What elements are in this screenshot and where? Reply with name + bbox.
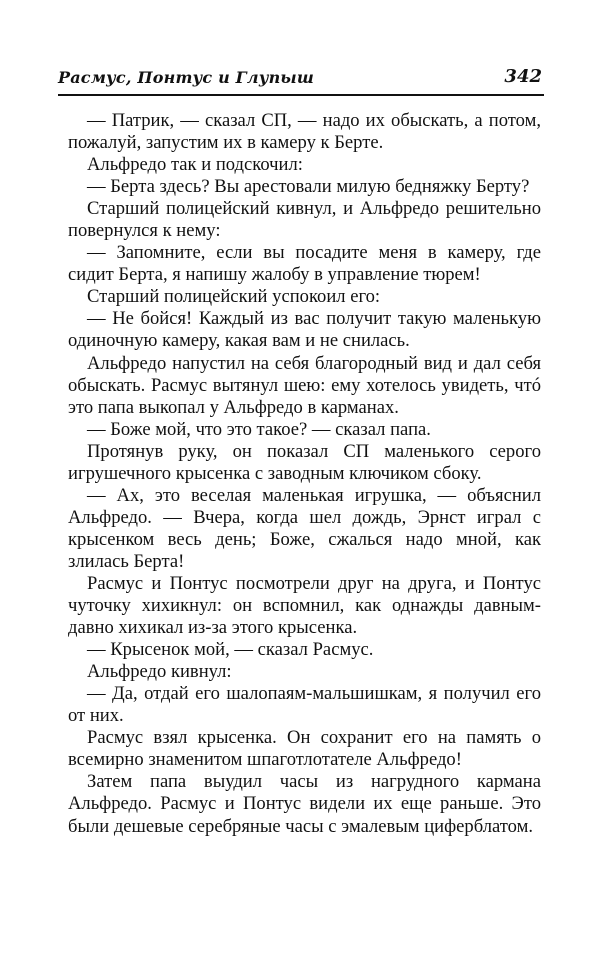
paragraph: Альфредо так и подскочил:: [87, 154, 303, 176]
header-rule: [58, 94, 544, 96]
paragraph: — Ах, это веселая маленькая игрушка, — объяснил Альфредо. — Вчера, когда шел дождь, Эрнст играл с крысенком весь день; Боже, сжалься надо мной, как злилась Берта!: [68, 484, 541, 572]
paragraph: Старший полицейский кивнул, и Альфредо решительно повернулся к нему:: [68, 198, 541, 242]
paragraph: — Не бойся! Каждый из вас получит такую маленькую одиночную камеру, какая вам и не снилась.: [68, 308, 541, 352]
running-title: Расмус, Понтус и Глупыш: [58, 68, 315, 87]
paragraph: Расмус и Понтус посмотрели друг на друга, и Понтус чуточку хихикнул: он вспомнил, как однажды давным-давно хихикал из-за этого крысенка.: [68, 572, 541, 639]
paragraph: — Патрик, — сказал СП, — надо их обыскать, а потом, пожалуй, запустим их в камеру к Берте.: [68, 110, 541, 154]
body-text: [68, 110, 541, 838]
paragraph: Альфредо кивнул:: [87, 661, 232, 683]
paragraph: — Боже мой, что это такое? — сказал папа.: [87, 418, 431, 440]
running-head: [58, 66, 544, 94]
paragraph: — Запомните, если вы посадите меня в камеру, где сидит Берта, я напишу жалобу в управление тюрем!: [68, 242, 541, 286]
paragraph: Протянув руку, он показал СП маленького серого игрушечного крысенка с заводным ключиком сбоку.: [68, 440, 541, 484]
paragraph: Затем папа выудил часы из нагрудного кармана Альфредо. Расмус и Понтус видели их еще раньше. Это были дешевые серебряные часы с эмалевым циферблатом.: [68, 771, 541, 837]
paragraph: Старший полицейский успокоил его:: [87, 286, 381, 308]
paragraph: — Берта здесь? Вы арестовали милую бедняжку Берту?: [87, 176, 530, 198]
page-number: 342: [504, 66, 542, 87]
paragraph: Альфредо напустил на себя благородный вид и дал себя обыскать. Расмус вытянул шею: ему хотелось увидеть, чтó это папа выкопал у Альфредо в карманах.: [68, 352, 541, 418]
paragraph: — Крысенок мой, — сказал Расмус.: [87, 639, 374, 661]
paragraph: — Да, отдай его шалопаям-мальшишкам, я получил его от них.: [68, 683, 541, 727]
paragraph: Расмус взял крысенка. Он сохранит его на память о всемирно знаменитом шпаготлотателе Альфредо!: [68, 727, 541, 771]
